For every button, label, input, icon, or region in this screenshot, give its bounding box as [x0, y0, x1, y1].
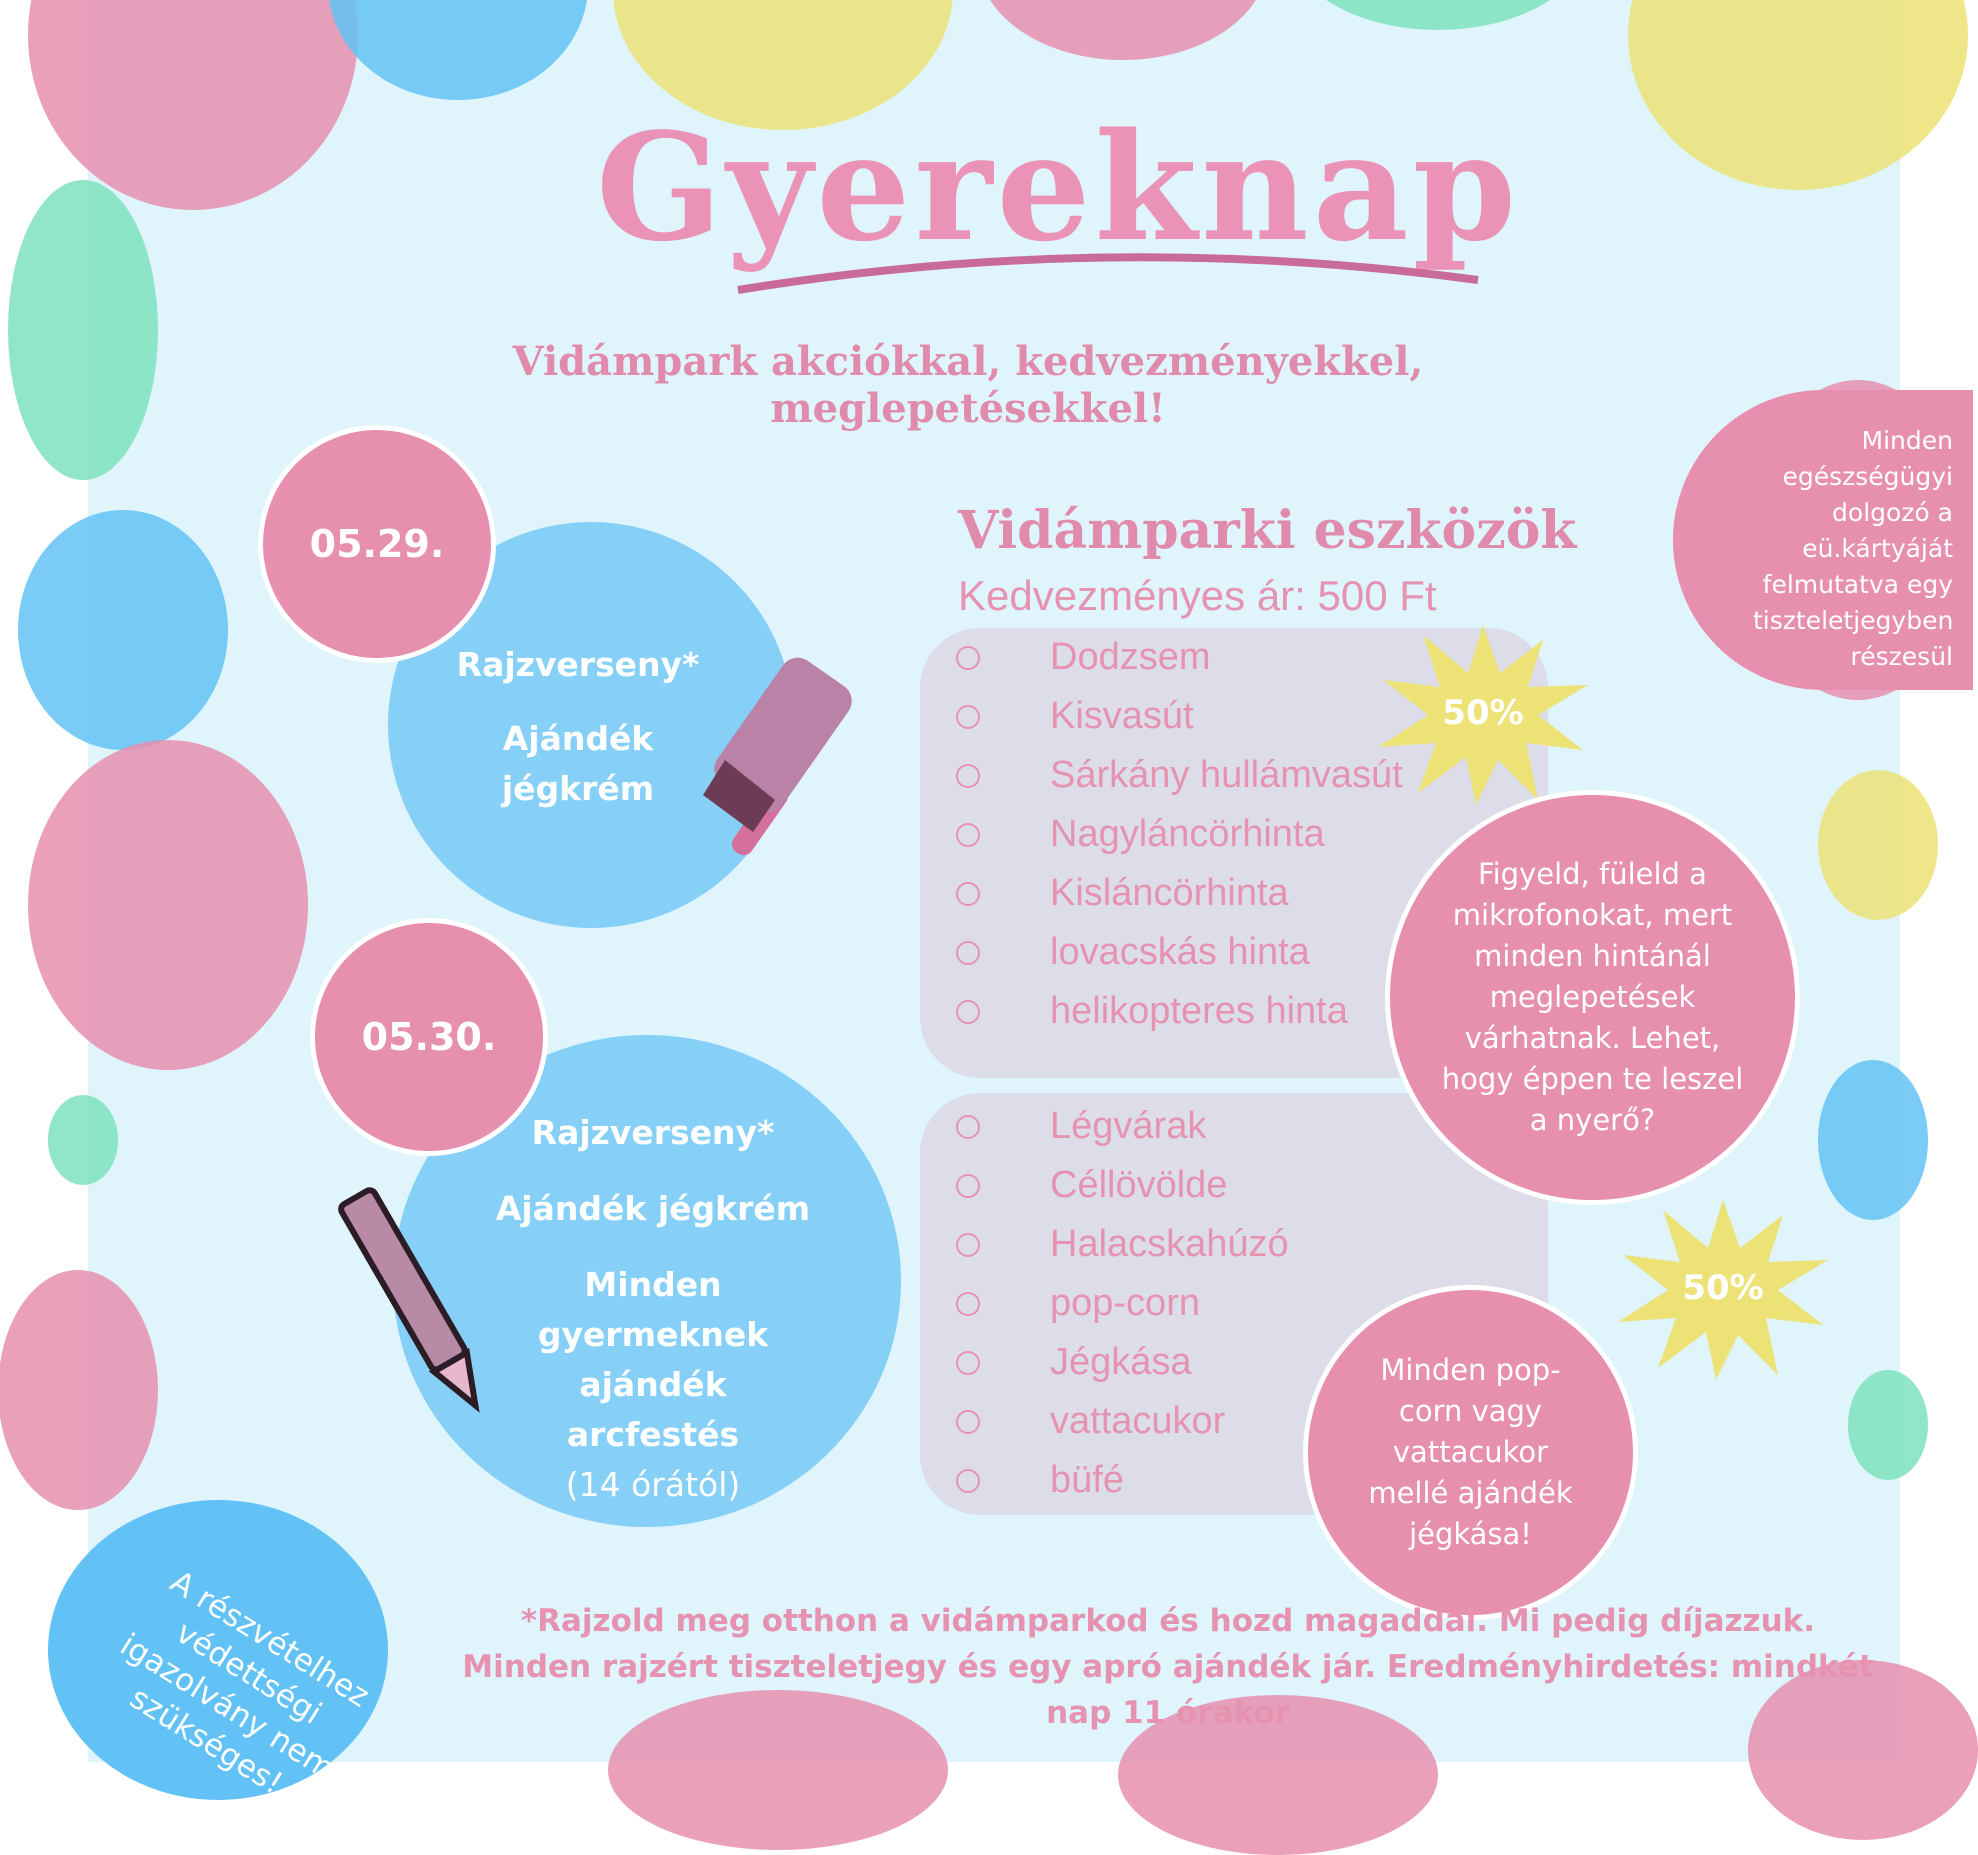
- decor-blob: [328, 0, 588, 100]
- poster: [88, 0, 1954, 1802]
- bullet-icon: [956, 941, 980, 965]
- list-item: [956, 805, 1403, 864]
- decor-blob: [1818, 770, 1938, 920]
- rides-price: Kedvezményes ár: 500 Ft: [958, 572, 1437, 619]
- day2-line: Minden: [584, 1265, 722, 1304]
- ride-name: Sárkány hullámvasút: [1050, 754, 1403, 796]
- bullet-icon: [956, 1410, 980, 1434]
- list-item: [956, 1215, 1289, 1274]
- list-item: [956, 1274, 1289, 1333]
- extra-name: Céllövölde: [1050, 1164, 1228, 1206]
- page-subtitle: Vidámpark akciókkal, kedvezményekkel, meglepetésekkel!: [512, 338, 1424, 432]
- corner-note: A részvételhez védettségi igazolvány nem szükséges!: [113, 1563, 376, 1802]
- list-item: [956, 1097, 1289, 1156]
- decor-blob: [1288, 0, 1588, 30]
- extra-name: Halacskahúzó: [1050, 1223, 1289, 1265]
- discount-label: 50%: [1682, 1268, 1764, 1308]
- discount-label: 50%: [1442, 693, 1524, 733]
- health-worker-bubble: [1673, 390, 1973, 690]
- day2-note: (14 órától): [565, 1465, 741, 1504]
- extra-name: Jégkása: [1050, 1341, 1192, 1383]
- extra-name: büfé: [1050, 1459, 1124, 1501]
- extra-name: pop-corn: [1050, 1282, 1200, 1324]
- decor-blob: [8, 180, 158, 480]
- extra-name: vattacukor: [1050, 1400, 1226, 1442]
- rides-list: [956, 628, 1403, 1041]
- discount-badge: [1618, 1200, 1828, 1380]
- extras-list: [956, 1097, 1289, 1510]
- page-title: Gyereknap: [595, 100, 1521, 274]
- day1-date-badge: [258, 425, 496, 663]
- decor-blob: [0, 1270, 158, 1510]
- bullet-icon: [956, 1233, 980, 1257]
- bullet-icon: [956, 882, 980, 906]
- day1-line: Rajzverseny*: [456, 645, 700, 684]
- microphone-text: Figyeld, füleld a mikrofonokat, mert minden hintánál meglepetések várhatnak. Lehet, hogy éppen te leszel a nyerő?: [1441, 857, 1744, 1137]
- day1-line: Ajándék: [502, 719, 654, 758]
- title-swash: [728, 240, 1488, 310]
- bullet-icon: [956, 1292, 980, 1316]
- list-item: [956, 1392, 1289, 1451]
- bullet-icon: [956, 705, 980, 729]
- ride-name: Kisvasút: [1050, 695, 1194, 737]
- list-item: [956, 1333, 1289, 1392]
- bullet-icon: [956, 823, 980, 847]
- discount-badge: [1378, 625, 1588, 805]
- list-item: [956, 687, 1403, 746]
- ride-name: lovacskás hinta: [1050, 931, 1310, 973]
- bullet-icon: [956, 764, 980, 788]
- extra-name: Légvárak: [1050, 1105, 1207, 1147]
- popcorn-bubble: [1303, 1285, 1638, 1620]
- ride-name: Kisláncörhinta: [1050, 872, 1289, 914]
- bullet-icon: [956, 1115, 980, 1139]
- day2-activities: [488, 1108, 818, 1510]
- bullet-icon: [956, 1469, 980, 1493]
- list-item: [956, 982, 1403, 1041]
- day1-activities: [448, 640, 708, 814]
- list-item: [956, 923, 1403, 982]
- decor-blob: [1628, 0, 1968, 190]
- list-item: [956, 1451, 1289, 1510]
- ride-name: helikopteres hinta: [1050, 990, 1348, 1032]
- microphone-bubble: [1385, 790, 1800, 1205]
- day2-line: Rajzverseny*: [531, 1113, 775, 1152]
- list-item: [956, 746, 1403, 805]
- bullet-icon: [956, 1174, 980, 1198]
- bullet-icon: [956, 1351, 980, 1375]
- health-worker-text: Minden egészségügyi dolgozó a eü.kártyáját felmutatva egy tiszteletjegyben részesül: [1753, 426, 1954, 671]
- bullet-icon: [956, 1000, 980, 1024]
- day1-line: jégkrém: [501, 769, 655, 808]
- pencil-icon: [338, 1170, 498, 1430]
- ride-name: Nagyláncörhinta: [1050, 813, 1325, 855]
- day2-date: 05.30.: [361, 1015, 497, 1059]
- footnote: *Rajzold meg otthon a vidámparkod és hozd magaddal. Mi pedig díjazzuk. Minden rajzért tiszteletjegy és egy apró ajándék jár. Eredményhirdetés: mindkét nap 11 órakor: [462, 1603, 1874, 1731]
- list-item: [956, 1156, 1289, 1215]
- day1-date: 05.29.: [309, 522, 445, 566]
- day2-line: Ajándék jégkrém: [495, 1189, 811, 1228]
- decor-blob: [28, 740, 308, 1070]
- bullet-icon: [956, 646, 980, 670]
- rides-heading: Vidámparki eszközök: [958, 500, 1577, 561]
- decor-blob: [1848, 1370, 1928, 1480]
- list-item: [956, 864, 1403, 923]
- decor-blob: [28, 0, 358, 210]
- day2-line: ajándék arcfestés: [566, 1365, 740, 1454]
- popcorn-text: Minden pop-corn vagy vattacukor mellé ajándék jégkása!: [1368, 1353, 1573, 1551]
- ride-name: Dodzsem: [1050, 636, 1211, 678]
- decor-blob: [978, 0, 1268, 60]
- decor-blob: [18, 510, 228, 750]
- list-item: [956, 628, 1403, 687]
- decor-blob: [1818, 1060, 1928, 1220]
- day2-line: gyermeknek: [537, 1315, 769, 1354]
- decor-blob: [48, 1095, 118, 1185]
- popsicle-icon: [683, 650, 863, 870]
